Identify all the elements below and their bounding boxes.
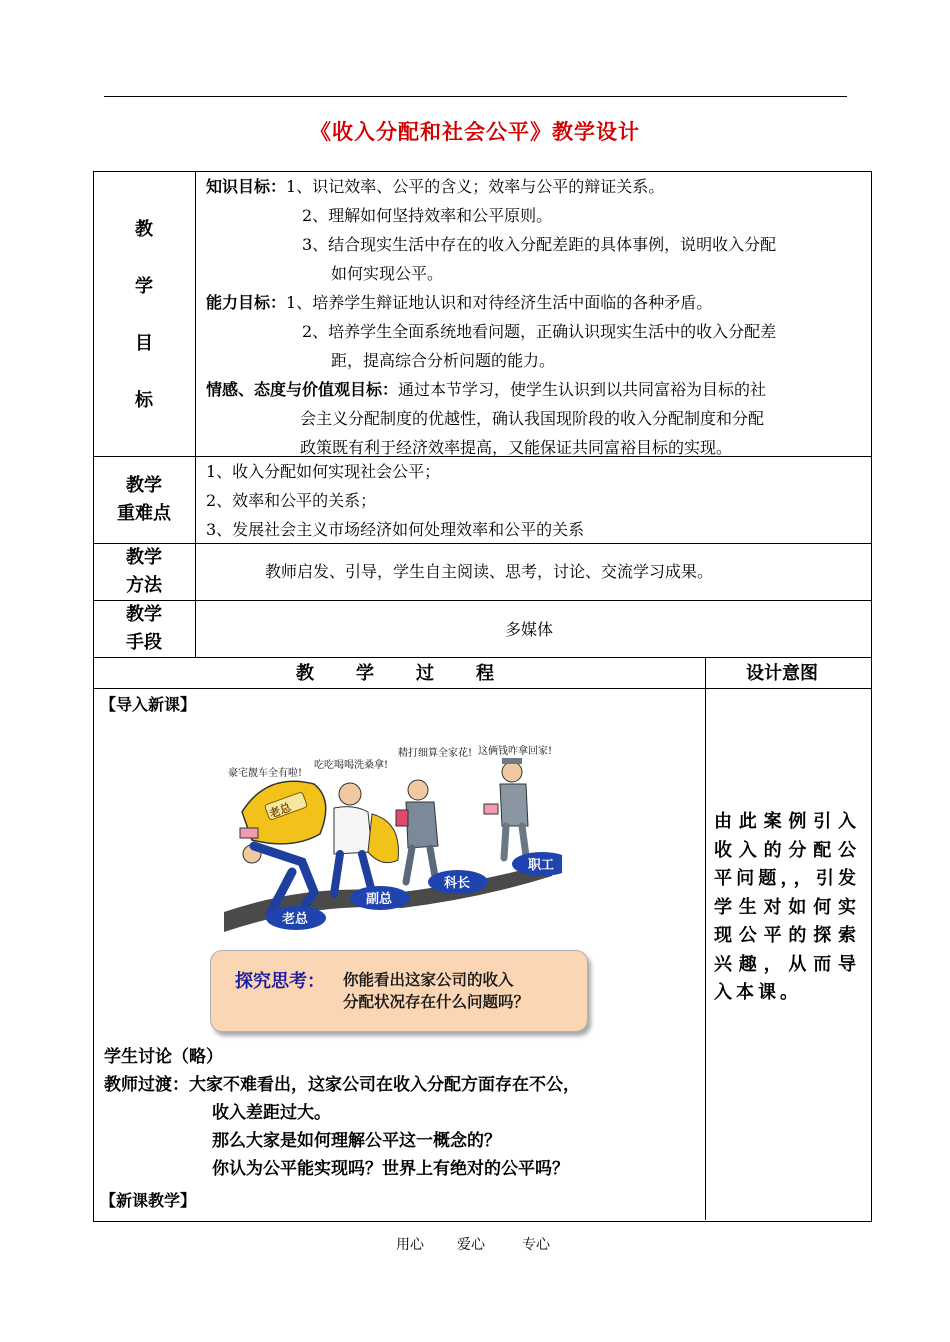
column-divider	[195, 171, 196, 657]
means-label-line: 手段	[126, 632, 162, 653]
page-title: 《收入分配和社会公平》教学设计	[310, 120, 640, 144]
knowledge-goal-3b: 如何实现公平。	[331, 264, 444, 283]
method-label-line: 方法	[126, 575, 162, 596]
tag-chief: 科长	[444, 876, 471, 891]
vice-speech: 吃吃喝喝洗桑拿!	[314, 760, 389, 771]
method-label	[93, 544, 195, 600]
means-label-line: 教学	[126, 604, 162, 625]
worker-speech: 这俩钱咋拿回家!	[478, 746, 553, 757]
cash-bundle	[240, 828, 258, 838]
ability-goal-2b: 距，提高综合分析问题的能力。	[331, 351, 556, 370]
inquiry-question	[343, 969, 529, 1013]
inquiry-line: 你能看出这家公司的收入	[343, 971, 514, 989]
chief-coat	[406, 802, 438, 848]
objectives-label-char: 教	[135, 219, 153, 240]
inquiry-label: 探究思考：	[235, 971, 325, 992]
means-text: 多媒体	[505, 620, 554, 639]
transition-text-1: 大家不难看出，这家公司在收入分配方面存在不公，	[189, 1075, 580, 1095]
key-points-label-line: 重难点	[117, 503, 171, 524]
key-points-label-line: 教学	[126, 475, 162, 496]
footer-word: 用心	[396, 1237, 424, 1253]
vice-bag	[368, 814, 398, 863]
design-intent-text: 由此案例引入收入的分配公平问题，，引发学生对如何实现公平的探索兴趣，从而导入本课。	[714, 811, 860, 1003]
boss-speech: 豪宅靓车全有啦!	[228, 768, 303, 779]
objectives-label-char: 标	[135, 390, 153, 411]
chief-speech: 精打细算全家花!	[398, 748, 473, 759]
transition-line	[104, 1071, 580, 1099]
worker-legs	[504, 826, 526, 858]
knowledge-goal-1: 1、识记效率、公平的含义；效率与公平的辩证关系。	[286, 177, 665, 196]
ability-goal-2a: 2、培养学生全面系统地看问题，正确认识现实生活中的收入分配差	[302, 322, 777, 341]
transition-text-3: 那么大家是如何理解公平这一概念的？	[212, 1131, 501, 1151]
knowledge-goal-label: 知识目标：	[206, 177, 287, 196]
header-rule	[104, 96, 847, 97]
method-label-line: 教学	[126, 547, 162, 568]
knowledge-goal-3a: 3、结合现实生活中存在的收入分配差距的具体事例，说明收入分配	[302, 235, 777, 254]
emotion-goal-3: 政策既有利于经济效率提高，又能保证共同富裕目标的实现。	[300, 438, 733, 457]
tag-worker: 职工	[528, 858, 555, 873]
ability-goal-label: 能力目标：	[206, 293, 287, 312]
objective-line	[206, 172, 664, 201]
vice-shirt	[334, 807, 372, 854]
row-divider	[93, 657, 871, 658]
discussion-note: 学生讨论（略）	[104, 1047, 223, 1067]
sack-text: 老总	[267, 800, 293, 821]
cartoon-illustration	[222, 742, 562, 938]
process-header: 教 学 过 程	[296, 663, 496, 684]
row-divider	[93, 600, 871, 601]
key-points-label	[93, 472, 195, 528]
row-divider	[93, 688, 871, 689]
objective-line	[206, 375, 766, 404]
intent-header: 设计意图	[746, 663, 818, 684]
footer-word: 爱心	[457, 1237, 485, 1253]
transition-label: 教师过渡：	[104, 1075, 189, 1095]
worker-cap	[502, 758, 522, 764]
method-text: 教师启发、引导，学生自主阅读、思考，讨论、交流学习成果。	[265, 562, 714, 581]
tag-boss: 老总	[282, 912, 309, 927]
key-point-item: 2、效率和公平的关系；	[206, 491, 377, 510]
key-point-item: 1、收入分配如何实现社会公平；	[206, 462, 441, 481]
income-distribution-cartoon	[222, 742, 562, 938]
emotion-goal-label: 情感、态度与价值观目标：	[206, 380, 399, 399]
tag-vice: 副总	[366, 892, 393, 907]
objectives-label-char: 目	[135, 333, 153, 354]
transition-text-2: 收入差距过大。	[212, 1103, 331, 1123]
intro-heading: 【导入新课】	[100, 695, 197, 714]
emotion-goal-2: 会主义分配制度的优越性，确认我国现阶段的收入分配制度和分配	[300, 409, 765, 428]
ability-goal-1: 1、培养学生辩证地认识和对待经济生活中面临的各种矛盾。	[286, 293, 713, 312]
inquiry-line: 分配状况存在什么问题吗？	[343, 993, 530, 1011]
worker-head	[502, 762, 522, 782]
chief-wallet	[396, 810, 408, 826]
inquiry-box	[210, 950, 588, 1032]
objective-line	[206, 288, 712, 317]
transition-text-4: 你认为公平能实现吗？世界上有绝对的公平吗？	[212, 1159, 569, 1179]
footer-word: 专心	[522, 1237, 550, 1253]
knowledge-goal-2: 2、理解如何坚持效率和公平原则。	[302, 206, 553, 225]
new-lesson-heading: 【新课教学】	[100, 1191, 197, 1210]
emotion-goal-1: 通过本节学习，使学生认识到以共同富裕为目标的社	[398, 380, 767, 399]
means-label	[93, 601, 195, 657]
key-point-item: 3、发展社会主义市场经济如何处理效率和公平的关系	[206, 520, 585, 539]
chief-head	[408, 780, 428, 800]
column-divider	[705, 657, 706, 1220]
vice-head	[339, 783, 361, 805]
worker-cash	[484, 804, 498, 814]
worker-coat	[500, 784, 528, 826]
objectives-label-char: 学	[135, 276, 153, 297]
